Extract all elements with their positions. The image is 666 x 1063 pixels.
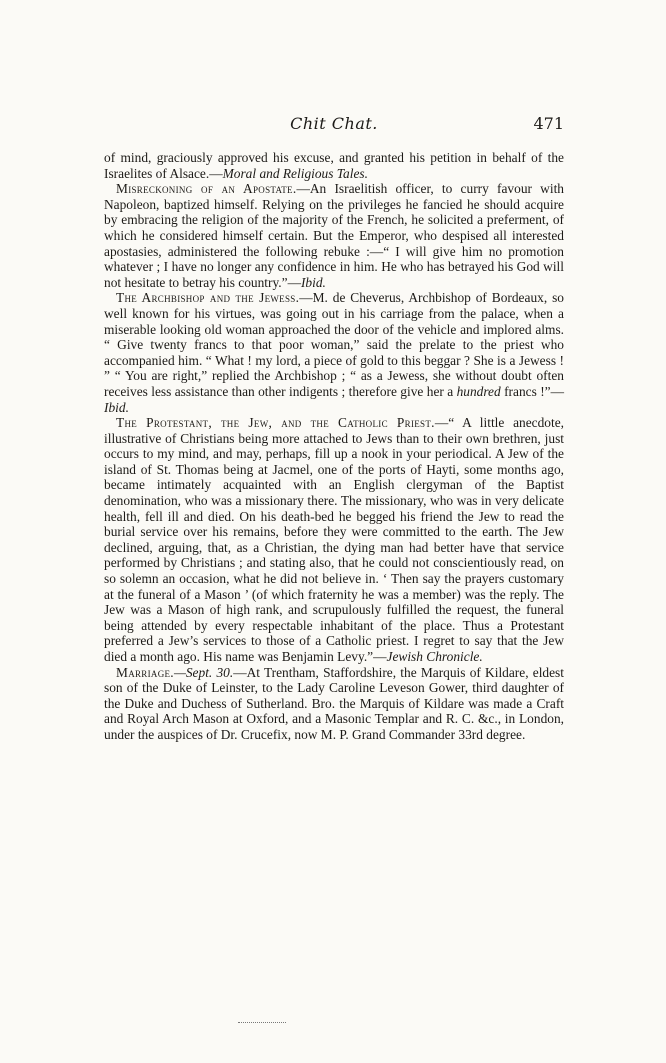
section-title: Misreckoning of an Apostate.: [116, 181, 297, 197]
source-citation: Jewish Chronicle.: [386, 649, 483, 664]
paragraph-text: —An Israelitish officer, to curry favour with Napoleon, baptized himself. Relying on the privileges he fancied he should acquire by embracing the religion of the majority of the French, he solicited a preferment, of which he considered himself certain. But the Emperor, who despised all interested apostasies, administered the following rebuke :—“ I will give him no promotion whatever ; I have no longer any confidence in him. He who has betrayed his God will not hesitate to betray his country.”—: [104, 181, 564, 290]
article-body: [104, 150, 564, 743]
paragraph-marriage: [104, 665, 564, 743]
source-citation: Ibid.: [300, 274, 326, 290]
section-title: The Archbishop and the Jewess.: [116, 290, 300, 306]
emphasis-word: hundred: [456, 383, 501, 399]
paragraph-text: of mind, graciously approved his excuse, and granted his petition in behalf of the Israelites of Alsace.—: [104, 150, 564, 181]
paragraph-continuation: [104, 150, 564, 181]
paragraph-text-end: francs !”—: [500, 383, 564, 399]
source-citation: Moral and Religious Tales.: [222, 165, 368, 181]
running-title: Chit Chat.: [290, 114, 378, 133]
paragraph-protestant-jew: [104, 415, 564, 665]
page-header: [104, 114, 564, 140]
paragraph-archbishop: [104, 290, 564, 415]
paragraph-text: —M. de Cheverus, Archbishop of Bordeaux, so well known for his virtues, was going out in his carriage from the palace, when a miserable looking old woman approached the door of the vehicle and implored alms. “ Give twenty francs to that poor woman,” said the prelate to the priest who accompanied him. “ What ! my lord, a piece of gold to this beggar ? She is a Jewess ! ” “ You are right,” replied the Archbishop ; “ as a Jewess, she without doubt often receives less assistance than other indigents ; therefore give her a: [104, 290, 564, 399]
paragraph-apostate: [104, 181, 564, 290]
marriage-date: —Sept. 30.: [173, 664, 234, 680]
paragraph-text: —At Trentham, Staffordshire, the Marquis of Kildare, eldest son of the Duke of Leinster, to the Lady Caroline Leveson Gower, third daughter of the Duke and Duchess of Sutherland. Bro. the Marquis of Kildare was made a Craft and Royal Arch Mason at Oxford, and a Masonic Templar and R. C. &c., in London, under the auspices of Dr. Crucefix, now M. P. Grand Commander 33rd degree.: [104, 664, 564, 742]
section-title: Marriage.: [116, 664, 174, 680]
source-citation: Ibid.: [104, 399, 129, 415]
footer-ornament: [238, 1022, 286, 1027]
paragraph-text: —“ A little anecdote, illustrative of Christians being more attached to Jews than to their own brethren, just occurs to my mind, and may, perhaps, fill up a nook in your periodical. A Jew of the island of St. Thomas being at Jacmel, one of the ports of Hayti, some months ago, became intimately acquainted with an English clergyman of the Baptist denomination, who was a missionary there. The missionary, who was in very delicate health, fell ill and died. On his death-bed he begged his friend the Jew to read the burial service over his remains, before they were committed to the earth. The Jew declined, arguing, that, as a Christian, the dying man had better have that service performed by Christians ; and stating also, that he could not conscientiously read, on so solemn an occasion, what he did not believe in. ‘ Then say the prayers customary at the funeral of a Mason ’ (of which fraternity he was a member) was the reply. The Jew was a Mason of high rank, and scrupulously fulfilled the request, the funeral being attended by every respectable inhabitant of the place. Thus a Protestant preferred a Jew’s services to those of a Catholic priest. I regret to say that the Jew died a month ago. His name was Benjamin Levy.”—: [104, 415, 564, 664]
section-title: The Protestant, the Jew, and the Catholic Priest.: [116, 415, 435, 431]
page-number: 471: [533, 114, 564, 133]
